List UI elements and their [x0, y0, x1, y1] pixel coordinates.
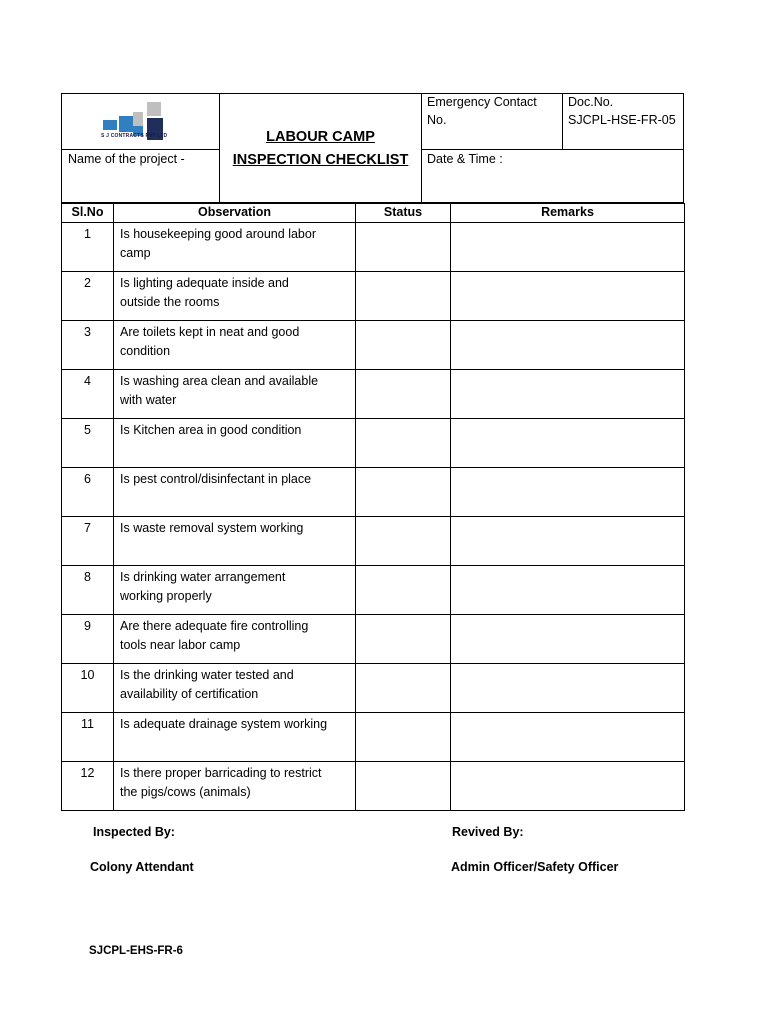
doc-number-label: Doc.No.	[568, 95, 614, 109]
observation-line: Are toilets kept in neat and good	[120, 325, 300, 339]
project-label: Name of the project -	[68, 152, 185, 166]
row-number: 5	[62, 419, 114, 468]
observation-cell	[114, 566, 356, 615]
emergency-line-1: Emergency Contact	[427, 95, 537, 109]
observation-cell	[114, 321, 356, 370]
title-line-1: LABOUR CAMP	[266, 129, 375, 145]
table-row	[62, 370, 685, 419]
status-cell[interactable]	[356, 272, 451, 321]
observation-line: Is lighting adequate inside and	[120, 276, 289, 290]
table-row	[62, 615, 685, 664]
observation-line: availability of certification	[120, 687, 259, 701]
observation-line: Is the drinking water tested and	[120, 668, 294, 682]
remarks-cell[interactable]	[451, 566, 685, 615]
status-cell[interactable]	[356, 566, 451, 615]
inspected-by-label: Inspected By:	[93, 825, 175, 839]
remarks-cell[interactable]	[451, 223, 685, 272]
column-header-remarks: Remarks	[451, 204, 685, 223]
row-number: 4	[62, 370, 114, 419]
observation-line: Is housekeeping good around labor	[120, 227, 316, 241]
observation-line: camp	[120, 246, 151, 260]
title-line-2: INSPECTION CHECKLIST	[232, 152, 409, 168]
table-row	[62, 762, 685, 811]
observation-line: working properly	[120, 589, 212, 603]
row-number: 1	[62, 223, 114, 272]
table-row	[62, 517, 685, 566]
form-code: SJCPL-EHS-FR-6	[89, 945, 183, 957]
row-number: 12	[62, 762, 114, 811]
observation-line: Is adequate drainage system working	[120, 717, 328, 731]
remarks-cell[interactable]	[451, 419, 685, 468]
table-row	[62, 664, 685, 713]
doc-number-value: SJCPL-HSE-FR-05	[568, 113, 676, 127]
observation-line: Is pest control/disinfectant in place	[120, 472, 312, 486]
column-header-slno: Sl.No	[62, 204, 114, 223]
observation-cell	[114, 468, 356, 517]
remarks-cell[interactable]	[451, 468, 685, 517]
status-cell[interactable]	[356, 419, 451, 468]
row-number: 6	[62, 468, 114, 517]
observation-line: Are there adequate fire controlling	[120, 619, 309, 633]
status-cell[interactable]	[356, 321, 451, 370]
observation-cell	[114, 713, 356, 762]
logo-text: S J CONTRACTS PVT LTD	[101, 133, 168, 139]
table-row	[62, 468, 685, 517]
observation-cell	[114, 615, 356, 664]
observation-cell	[114, 370, 356, 419]
row-number: 3	[62, 321, 114, 370]
checklist-table	[61, 203, 685, 811]
observation-line: outside the rooms	[120, 295, 220, 309]
emergency-contact-label	[427, 93, 537, 129]
remarks-cell[interactable]	[451, 272, 685, 321]
status-cell[interactable]	[356, 664, 451, 713]
status-cell[interactable]	[356, 615, 451, 664]
form-title	[220, 126, 421, 172]
table-row	[62, 272, 685, 321]
status-cell[interactable]	[356, 517, 451, 566]
remarks-cell[interactable]	[451, 321, 685, 370]
revived-by-label: Revived By:	[452, 825, 524, 839]
table-row	[62, 566, 685, 615]
status-cell[interactable]	[356, 370, 451, 419]
remarks-cell[interactable]	[451, 762, 685, 811]
emergency-line-2: No.	[427, 113, 447, 127]
header-block	[61, 93, 684, 203]
table-row	[62, 713, 685, 762]
status-cell[interactable]	[356, 223, 451, 272]
status-cell[interactable]	[356, 762, 451, 811]
remarks-cell[interactable]	[451, 517, 685, 566]
observation-line: Is waste removal system working	[120, 521, 304, 535]
row-number: 7	[62, 517, 114, 566]
revived-by-value: Admin Officer/Safety Officer	[451, 860, 619, 874]
observation-cell	[114, 517, 356, 566]
observation-line: condition	[120, 344, 171, 358]
status-cell[interactable]	[356, 713, 451, 762]
row-number: 8	[62, 566, 114, 615]
observation-cell	[114, 664, 356, 713]
row-number: 9	[62, 615, 114, 664]
inspected-by-value: Colony Attendant	[90, 860, 194, 874]
observation-cell	[114, 419, 356, 468]
row-number: 11	[62, 713, 114, 762]
row-number: 2	[62, 272, 114, 321]
observation-cell	[114, 223, 356, 272]
observation-line: with water	[120, 393, 177, 407]
column-header-status: Status	[356, 204, 451, 223]
doc-number	[568, 93, 676, 129]
observation-line: Is drinking water arrangement	[120, 570, 286, 584]
datetime-label: Date & Time :	[427, 152, 503, 166]
status-cell[interactable]	[356, 468, 451, 517]
observation-line: the pigs/cows (animals)	[120, 785, 251, 799]
table-header-row	[62, 204, 685, 223]
remarks-cell[interactable]	[451, 713, 685, 762]
observation-line: Is washing area clean and available	[120, 374, 319, 388]
observation-line: tools near labor camp	[120, 638, 241, 652]
observation-line: Is there proper barricading to restrict	[120, 766, 322, 780]
observation-line: Is Kitchen area in good condition	[120, 423, 302, 437]
column-header-observation: Observation	[114, 204, 356, 223]
table-row	[62, 419, 685, 468]
observation-cell	[114, 762, 356, 811]
row-number: 10	[62, 664, 114, 713]
observation-cell	[114, 272, 356, 321]
remarks-cell[interactable]	[451, 615, 685, 664]
table-row	[62, 223, 685, 272]
remarks-cell[interactable]	[451, 370, 685, 419]
remarks-cell[interactable]	[451, 664, 685, 713]
table-row	[62, 321, 685, 370]
